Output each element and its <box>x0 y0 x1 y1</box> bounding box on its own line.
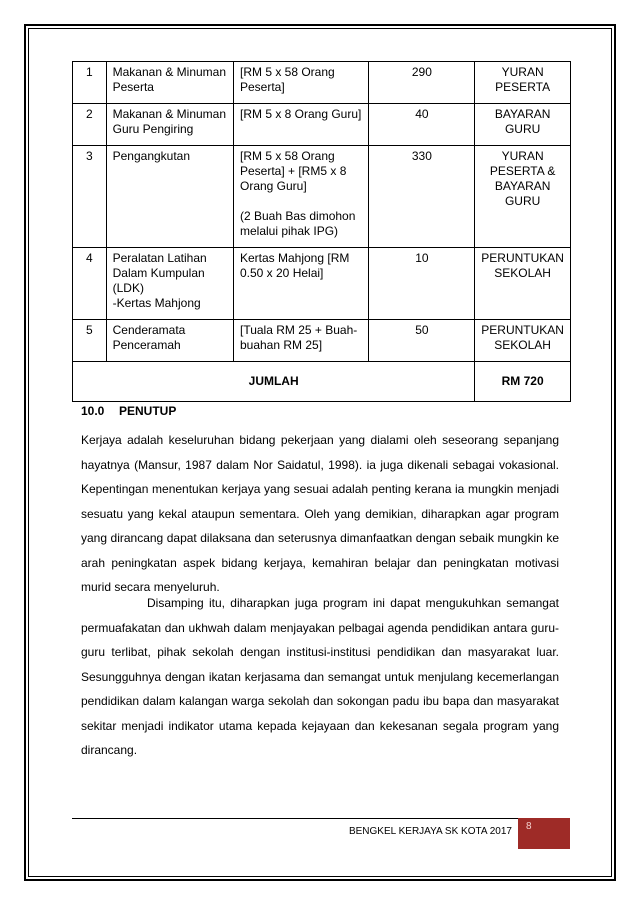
table-row <box>73 62 571 104</box>
row-number: 5 <box>73 320 107 362</box>
item-line: Makanan & Minuman <box>112 107 227 121</box>
paragraph-2: Disamping itu, diharapkan juga program ini dapat mengukuhkan semangat permuafakatan dan ukhwah dalam menjayakan pelbagai agenda pendidikan antara guru-guru terlibat, pihak sekolah dengan institusi-institusi pendidikan dan masyarakat luar. Sesungguhnya dengan ikatan kerjasama dan semangat untuk menjulang kecemerlangan pendidikan dalam kalangan warga sekolah dan sokongan padu ibu bapa dan masyarakat sekitar menjadi indikator utama kepada kejayaan dan kekesanan segala program yang dirancang. <box>81 596 559 757</box>
item-cell <box>106 320 233 362</box>
calculation-note: melalui pihak IPG) <box>239 224 339 238</box>
calculation-line: [Tuala RM 25 + Buah- <box>239 323 358 337</box>
calculation-line: buahan RM 25] <box>239 338 323 352</box>
table-row <box>73 320 571 362</box>
table-row <box>73 104 571 146</box>
item-line: -Kertas Mahjong <box>112 296 201 310</box>
page-number: 8 <box>526 821 532 832</box>
funding-source-line: PESERTA <box>495 80 551 94</box>
funding-source-cell <box>475 62 571 104</box>
item-line: Makanan & Minuman <box>112 65 227 79</box>
paragraph-1: Kerjaya adalah keseluruhan bidang pekerjaan yang dialami oleh seseorang sepanjang hayatnya (Mansur, 1987 dalam Nor Saidatul, 1998). ia juga dikenali sebagai vokasional. Kepentingan menentukan kerjaya yang sesuai adalah penting kerana ia mungkin menjadi sesuatu yang kekal ataupun sementara. Oleh yang demikian, diharapkan agar program yang dirancang dapat dilaksana dan seterusnya dimanfaatkan dengan sebaik mungkin ke arah peningkatan aspek bidang kerjaya, kemahiran belajar dan peningkatan motivasi murid secara menyeluruh. <box>81 433 559 594</box>
funding-source-line: GURU <box>504 122 541 136</box>
row-number: 1 <box>73 62 107 104</box>
calculation-cell <box>233 104 368 146</box>
section-title: PENUTUP <box>119 404 177 418</box>
funding-source-line: YURAN <box>501 65 544 79</box>
calculation-line: Peserta] <box>239 80 285 94</box>
calculation-note: (2 Buah Bas dimohon <box>239 209 356 223</box>
funding-source-line: PERUNTUKAN <box>481 251 564 265</box>
calculation-line: Orang Guru] <box>239 179 307 193</box>
row-number: 3 <box>73 146 107 248</box>
calculation-cell <box>233 320 368 362</box>
calculation-line: Peserta] + [RM5 x 8 <box>239 164 347 178</box>
funding-source-line: SEKOLAH <box>494 338 551 352</box>
item-line: Penceramah <box>112 338 181 352</box>
calculation-cell <box>233 146 368 248</box>
calculation-cell <box>233 62 368 104</box>
page-number-badge <box>518 818 570 849</box>
section-number: 10.0 <box>81 404 105 418</box>
amount-cell: 40 <box>369 104 475 146</box>
calculation-line: [RM 5 x 58 Orang <box>239 65 335 79</box>
funding-source-cell <box>475 320 571 362</box>
funding-source-line: PESERTA & <box>489 164 556 178</box>
total-value: RM 720 <box>475 362 571 402</box>
item-cell <box>106 104 233 146</box>
item-cell <box>106 146 233 248</box>
footer-text: BENGKEL KERJAYA SK KOTA 2017 <box>348 826 512 837</box>
funding-source-line: BAYARAN <box>494 107 551 121</box>
total-label: JUMLAH <box>73 362 475 402</box>
funding-source-cell <box>475 104 571 146</box>
amount-cell: 10 <box>369 248 475 320</box>
funding-source-line: GURU <box>504 194 541 208</box>
table-row <box>73 146 571 248</box>
item-line: (LDK) <box>112 281 144 295</box>
amount-cell: 330 <box>369 146 475 248</box>
item-cell <box>106 62 233 104</box>
item-line: Dalam Kumpulan <box>112 266 205 280</box>
section-heading <box>81 404 176 418</box>
calculation-line: [RM 5 x 58 Orang <box>239 149 335 163</box>
item-line: Peralatan Latihan <box>112 251 207 265</box>
funding-source-cell <box>475 146 571 248</box>
row-number: 2 <box>73 104 107 146</box>
amount-cell: 290 <box>369 62 475 104</box>
table-row <box>73 248 571 320</box>
funding-source-line: SEKOLAH <box>494 266 551 280</box>
calculation-line: 0.50 x 20 Helai] <box>239 266 324 280</box>
total-row <box>73 362 571 402</box>
item-line: Cenderamata <box>112 323 186 337</box>
row-number: 4 <box>73 248 107 320</box>
funding-source-line: PERUNTUKAN <box>481 323 564 337</box>
item-line: Guru Pengiring <box>112 122 194 136</box>
calculation-cell <box>233 248 368 320</box>
calculation-line: Kertas Mahjong [RM <box>239 251 350 265</box>
funding-source-line: BAYARAN <box>494 179 551 193</box>
budget-table <box>72 61 571 402</box>
funding-source-line: YURAN <box>501 149 544 163</box>
calculation-line: [RM 5 x 8 Orang Guru] <box>239 107 362 121</box>
amount-cell: 50 <box>369 320 475 362</box>
funding-source-cell <box>475 248 571 320</box>
item-line: Peserta <box>112 80 154 94</box>
item-cell <box>106 248 233 320</box>
item-line: Pengangkutan <box>112 149 191 163</box>
